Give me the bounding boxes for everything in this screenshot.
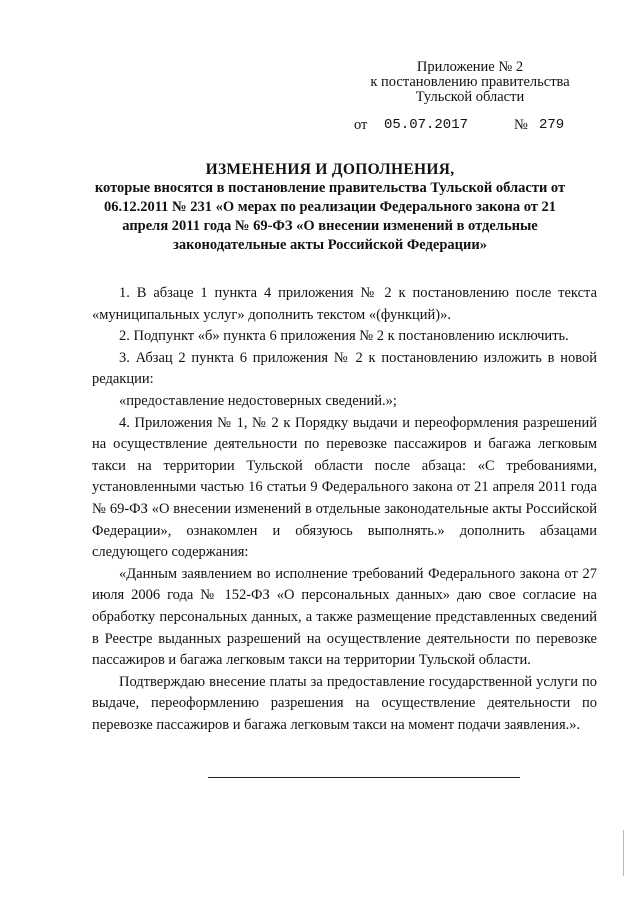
appendix-title: Приложение № 2: [416, 59, 524, 75]
paragraph: 4. Приложения № 1, № 2 к Порядку выдачи и переоформления разрешений на осуществление деятельности по перевозке пассажиров и багажа легковым такси на территории Тульской области после абзаца: «С требованиями, установленными частью 16 статьи 9 Федерального закона от 21 апреля 2011 года № 69-ФЗ «О внесении изменений в отдельные законодательные акты Российской Федерации», ознакомлен и обязуюсь выполнять.» дополнить абзацами следующего содержания:: [92, 414, 597, 561]
document-heading: [80, 160, 580, 255]
appendix-reference: к постановлению правительства: [370, 74, 570, 90]
scan-edge-mark: [623, 830, 624, 876]
appendix-region: Тульской области: [415, 89, 525, 105]
closing-divider: [208, 777, 520, 778]
document-body: [92, 283, 597, 736]
paragraph: 2. Подпункт «б» пункта 6 приложения № 2 к постановлению исключить.: [119, 328, 569, 345]
date-from-label: от: [354, 117, 368, 133]
decree-number-label: №: [514, 117, 528, 133]
decree-number: 279: [539, 117, 565, 133]
paragraph: «предоставление недостоверных сведений.»;: [119, 392, 397, 409]
decree-date: 05.07.2017: [384, 117, 469, 133]
heading-subtitle: которые вносятся в постановление правительства Тульской области от 06.12.2011 № 231 «О мерах по реализации Федерального закона от 21 апреля 2011 года № 69-ФЗ «О внесении изменений в отдельные законодательные акты Российской Федерации»: [94, 180, 566, 253]
appendix-header: [340, 60, 600, 105]
paragraph: Подтверждаю внесение платы за предоставление государственной услуги по выдаче, переоформлению разрешения на осуществление деятельности по перевозке пассажиров и багажа легковым такси на момент подачи заявления.».: [92, 673, 597, 733]
paragraph: 1. В абзаце 1 пункта 4 приложения № 2 к постановлению после текста «муниципальных услуг» дополнить текстом «(функций)».: [92, 285, 597, 323]
paragraph: «Данным заявлением во исполнение требований Федерального закона от 27 июля 2006 года № 152-ФЗ «О персональных данных» даю свое согласие на обработку персональных данных, а также размещение представленных сведений в Реестре выданных разрешений на осуществление деятельности по перевозке пассажиров и багажа легковым такси на территории Тульской области.: [92, 565, 597, 669]
paragraph: 3. Абзац 2 пункта 6 приложения № 2 к постановлению изложить в новой редакции:: [92, 349, 597, 388]
heading-title: ИЗМЕНЕНИЯ И ДОПОЛНЕНИЯ,: [205, 161, 455, 178]
